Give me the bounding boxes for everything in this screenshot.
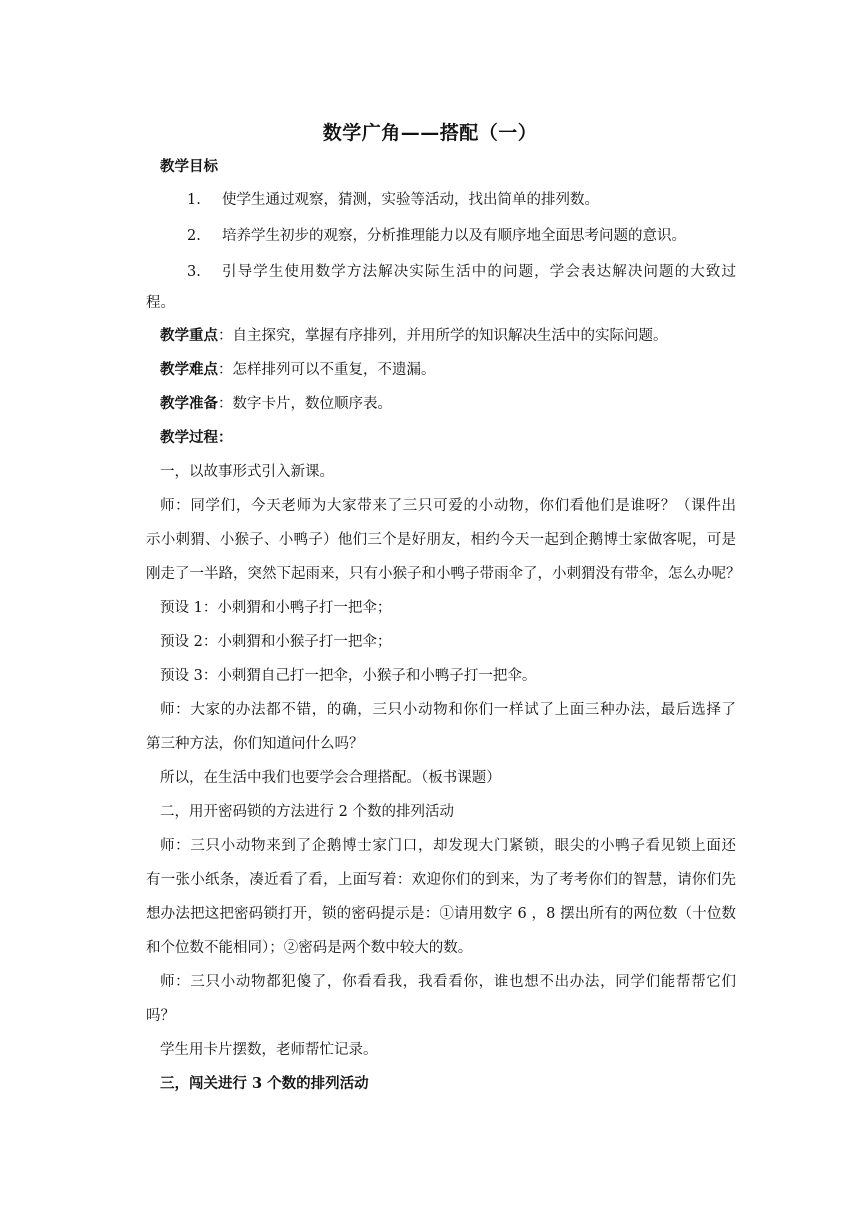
paragraph-line: 示小刺猬、小猴子、小鸭子）他们三个是好朋友，相约今天一起到企鹅博士家做客呢，可是	[146, 532, 736, 548]
paragraph-line: 师：大家的办法都不错，的确，三只小动物和你们一样试了上面三种办法，最后选择了	[160, 702, 736, 718]
key-point	[160, 326, 750, 346]
section-heading: 三，闯关进行 3 个数的排列活动	[160, 1075, 369, 1092]
difficulty	[160, 360, 750, 380]
objective-number: 1.	[187, 192, 201, 208]
paragraph: 一，以故事形式引入新课。	[160, 464, 334, 480]
page-title: 数学广角——搭配（一）	[322, 122, 538, 144]
paragraph: 学生用卡片摆数，老师帮忙记录。	[160, 1042, 378, 1058]
preparation	[160, 394, 750, 414]
paragraph-line: 师：三只小动物都犯傻了，你看看我，我看看你，谁也想不出办法，同学们能帮帮它们	[160, 974, 736, 990]
paragraph: 所以，在生活中我们也要学会合理搭配。（板书课题）	[160, 770, 501, 786]
paragraph: 预设 1：小刺猬和小鸭子打一把伞；	[160, 600, 392, 616]
preparation-label: 教学准备	[160, 395, 218, 412]
key-point-text: ：自主探究，掌握有序排列，并用所学的知识解决生活中的实际问题。	[218, 328, 668, 344]
objectives-heading: 教学目标	[160, 158, 218, 175]
paragraph: 二，用开密码锁的方法进行 2 个数的排列活动	[160, 804, 454, 820]
paragraph: 预设 2：小刺猬和小猴子打一把伞；	[160, 634, 392, 650]
objective-text: 引导学生使用数学方法解决实际生活中的问题，学会表达解决问题的大致过	[222, 264, 736, 280]
paragraph-line: 第三种方法，你们知道问什么吗？	[146, 736, 364, 752]
paragraph: 预设 3：小刺猬自己打一把伞，小猴子和小鸭子打一把伞。	[160, 668, 537, 684]
paragraph-line: 想办法把这把密码锁打开，锁的密码提示是：①请用数字 6 ，8 摆出所有的两位数（十位数	[146, 906, 736, 922]
paragraph-line: 师：同学们，今天老师为大家带来了三只可爱的小动物，你们看他们是谁呀？（课件出	[160, 498, 736, 514]
objective-text: 使学生通过观察，猜测，实验等活动，找出简单的排列数。	[222, 192, 599, 208]
paragraph-line: 师：三只小动物来到了企鹅博士家门口，却发现大门紧锁，眼尖的小鸭子看见锁上面还	[160, 838, 736, 854]
objective-number: 2.	[187, 228, 201, 244]
key-point-label: 教学重点	[160, 327, 218, 344]
process-heading: 教学过程：	[160, 429, 233, 446]
paragraph-line: 和个位数不能相同）；②密码是两个数中较大的数。	[146, 940, 473, 956]
difficulty-text: ：怎样排列可以不重复，不遗漏。	[218, 362, 436, 378]
preparation-text: ：数字卡片，数位顺序表。	[218, 396, 392, 412]
paragraph-line: 刚走了一半路，突然下起雨来，只有小猴子和小鸭子带雨伞了，小刺猬没有带伞，怎么办呢？	[146, 566, 741, 582]
objective-number: 3.	[187, 264, 201, 280]
paragraph-line: 吗？	[146, 1008, 175, 1024]
objective-text: 培养学生初步的观察，分析推理能力以及有顺序地全面思考问题的意识。	[222, 228, 686, 244]
difficulty-label: 教学难点	[160, 361, 218, 378]
paragraph-line: 有一张小纸条，凑近看了看，上面写着：欢迎你们的到来，为了考考你们的智慧，请你们先	[146, 872, 736, 888]
objective-text-continued: 程。	[146, 295, 175, 311]
